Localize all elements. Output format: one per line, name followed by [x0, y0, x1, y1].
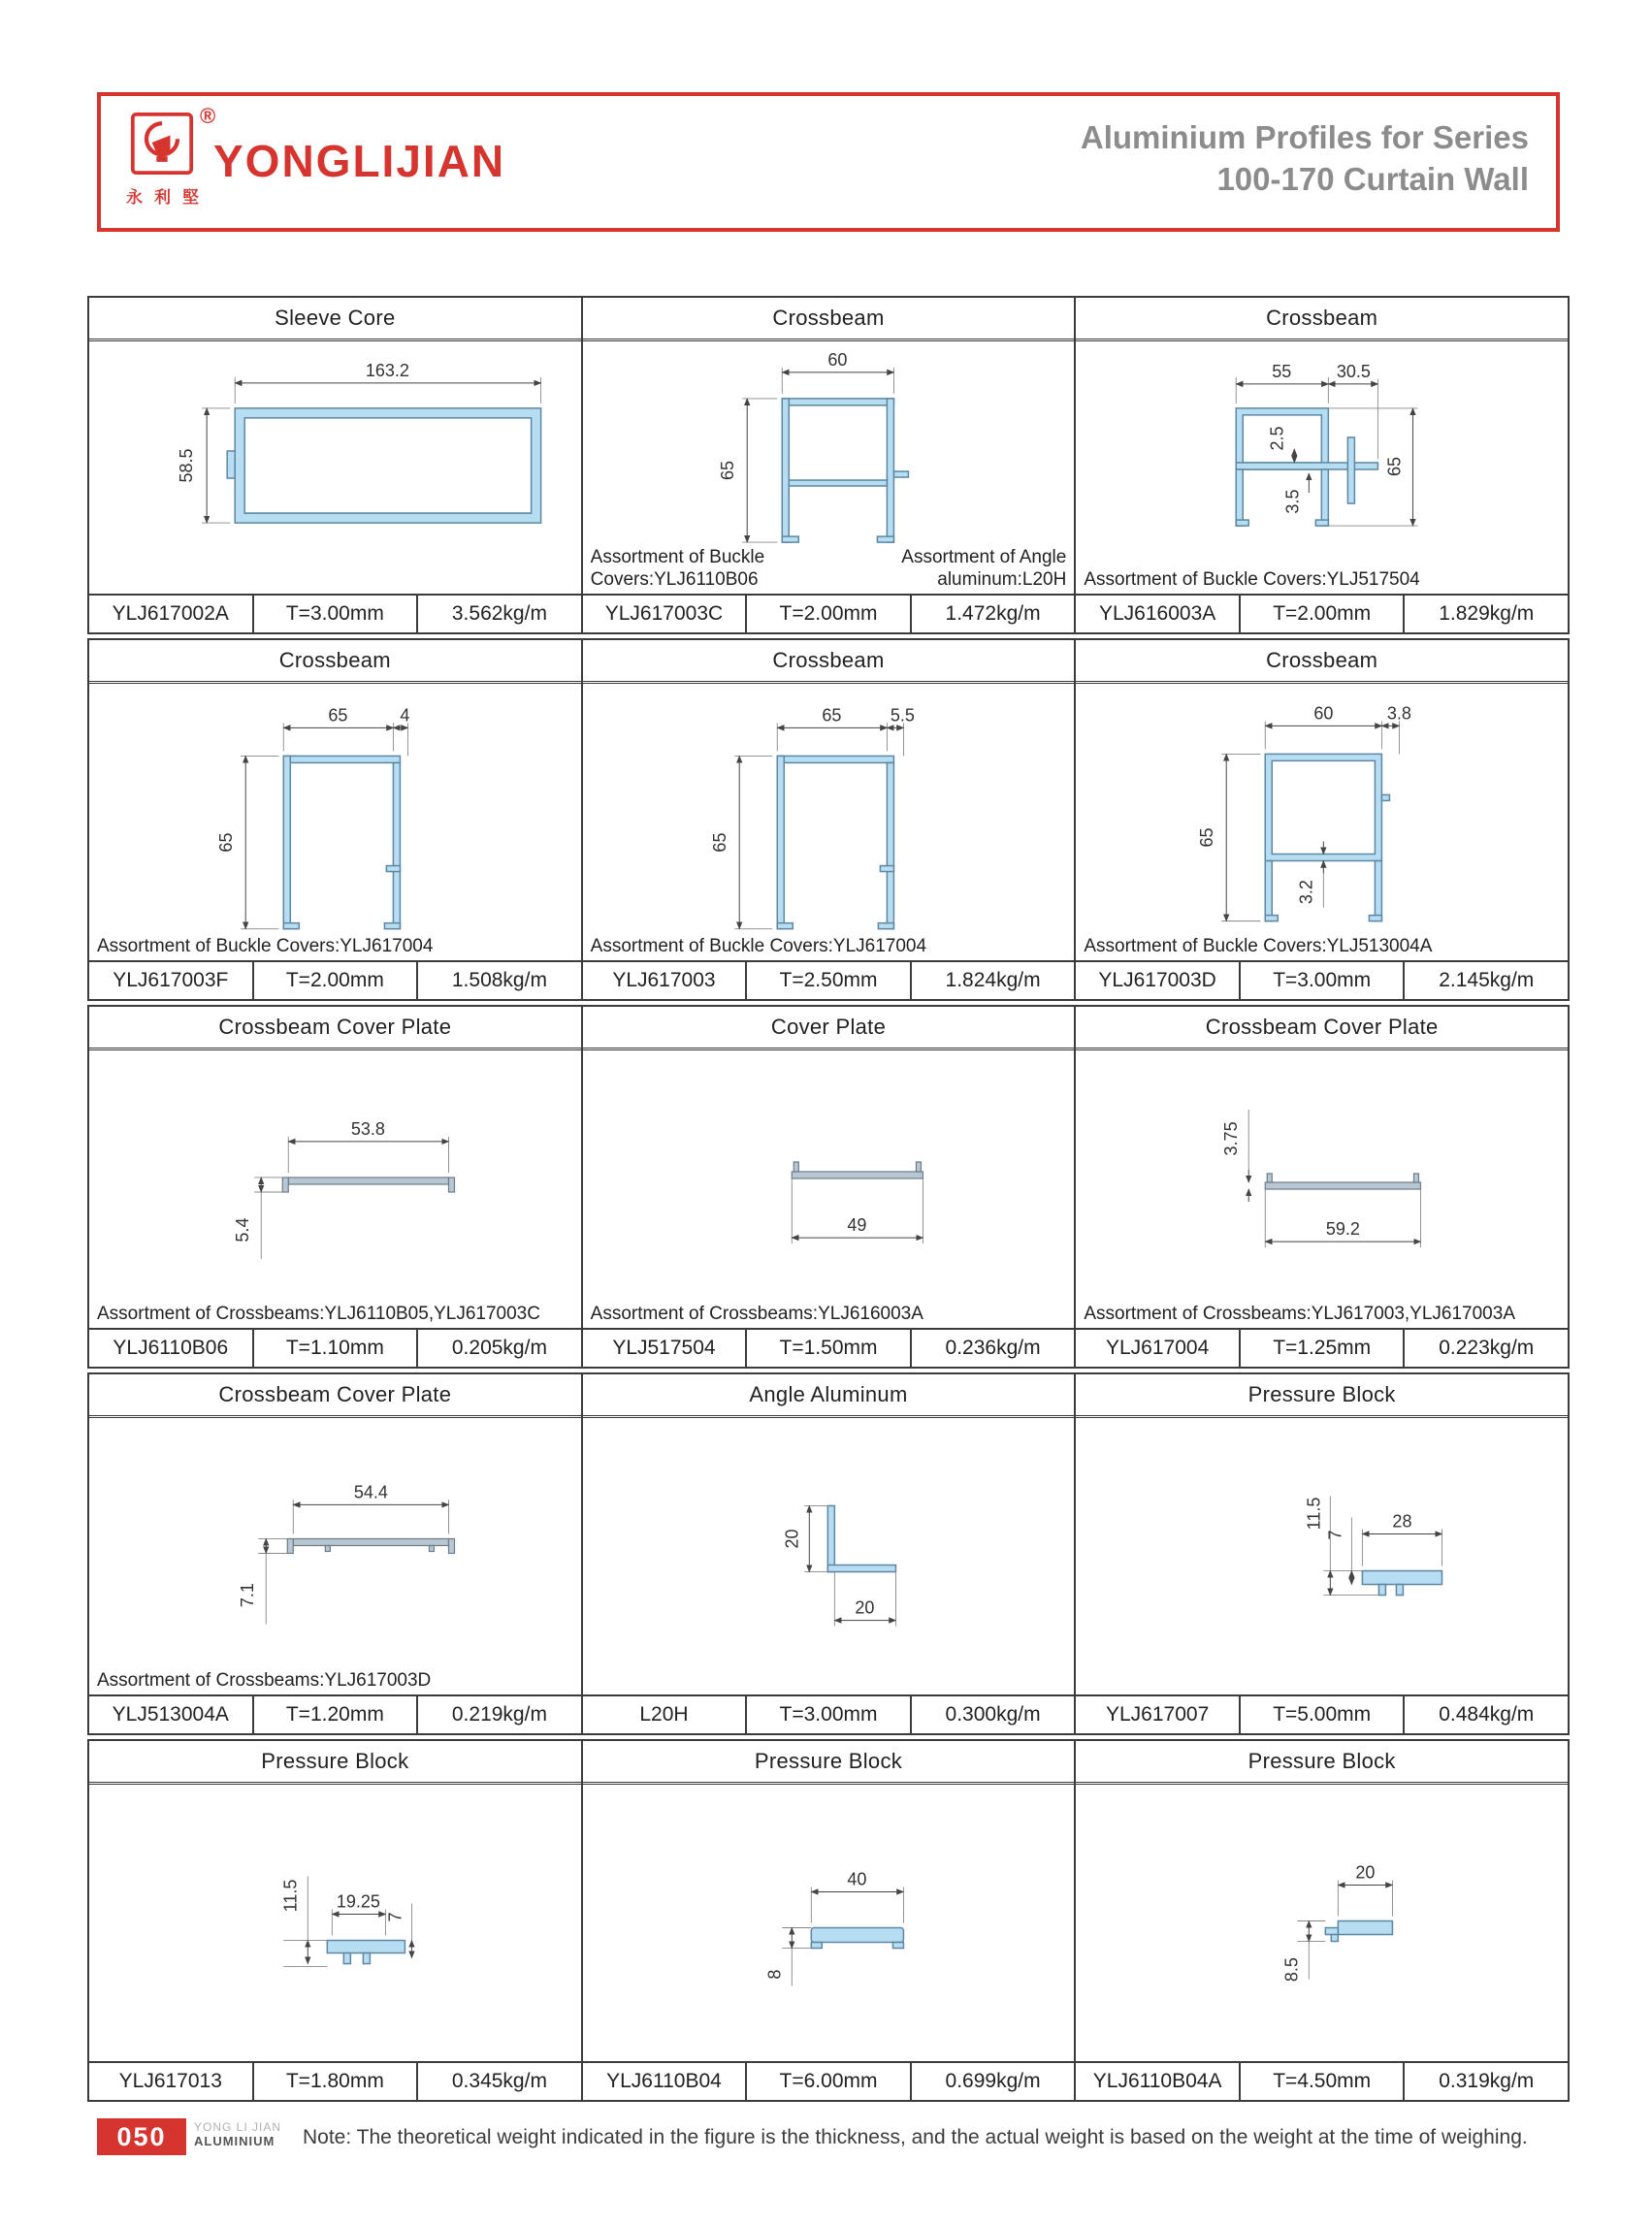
dimension-label: 20: [1355, 1862, 1376, 1883]
profile-drawing: [89, 1785, 581, 2061]
dimension-label: 65: [216, 832, 237, 853]
profile-cell-crossbeam: [581, 640, 1075, 999]
model-code: YLJ616003A: [1098, 602, 1216, 625]
assortment-note: Assortment of Crossbeams:YLJ616003A: [590, 1303, 923, 1324]
dimension-label: 65: [1197, 827, 1217, 848]
footer-note: Note: The theoretical weight indicated in the figure is the thickness, and the actual weight is based on the weight at the time of weighing.: [303, 2126, 1528, 2148]
weight-value: 0.205kg/m: [416, 1330, 581, 1367]
profile-shape: [287, 1538, 454, 1553]
brand-chinese: 永利堅: [126, 188, 211, 207]
profile-drawing-area: [89, 684, 581, 960]
dimension-label: 65: [709, 832, 729, 853]
profile-title: Crossbeam Cover Plate: [1076, 1007, 1568, 1050]
model-code: YLJ617004: [1105, 1337, 1210, 1359]
dimension-lines: [734, 723, 903, 928]
dimension-label: 65: [717, 460, 737, 481]
profile-shape: [327, 1941, 405, 1964]
footer-brand: [194, 2121, 281, 2149]
profile-drawing-area: [89, 1785, 581, 2061]
model-code: YLJ6110B06: [113, 1337, 229, 1359]
profile-drawing: [583, 684, 1075, 960]
profile-shape: [1266, 754, 1390, 920]
weight-value: 1.829kg/m: [1403, 596, 1568, 632]
dimension-label: 19.25: [336, 1891, 380, 1912]
profile-drawing-area: [583, 1785, 1075, 2061]
profile-cell-pressure-block: [1074, 1374, 1568, 1733]
profile-info-row: [583, 594, 1075, 632]
profile-title: Crossbeam: [583, 640, 1075, 684]
footer-brand-line2: ALUMINIUM: [194, 2133, 275, 2148]
dimension-label: 8: [763, 1969, 784, 1980]
profile-drawing-area: [583, 1418, 1075, 1694]
dimension-label: 3.8: [1387, 703, 1412, 724]
assortment-note: Assortment of Buckle Covers:YLJ513004A: [1084, 935, 1433, 956]
profile-cell-cover-plate: [581, 1007, 1075, 1367]
profile-cell-crossbeam: [1074, 640, 1568, 999]
dimension-lines: [742, 368, 893, 542]
profile-shape: [782, 399, 908, 542]
model-code: L20H: [639, 1703, 689, 1726]
profile-info-row: [583, 1328, 1075, 1367]
dimension-label: 59.2: [1326, 1219, 1361, 1240]
weight-value: 0.699kg/m: [910, 2063, 1075, 2100]
dimension-lines: [258, 1500, 448, 1624]
profile-title: Crossbeam: [89, 640, 581, 684]
brand-wordmark: YONGLIJIAN: [213, 136, 506, 186]
dimension-label: 49: [847, 1215, 867, 1236]
assortment-note: Assortment of Buckle Covers:YLJ617004: [590, 935, 927, 956]
profile-title: Angle Aluminum: [583, 1374, 1075, 1418]
profile-cell-cover-plate: [89, 1007, 581, 1367]
weight-value: 0.345kg/m: [416, 2063, 581, 2100]
weight-value: 0.319kg/m: [1403, 2063, 1568, 2100]
weight-value: 0.219kg/m: [416, 1696, 581, 1733]
weight-value: 1.824kg/m: [910, 962, 1075, 999]
dimension-label: 53.8: [350, 1118, 385, 1139]
profile-drawing: [1076, 1418, 1568, 1694]
profile-drawing-area: [89, 1418, 581, 1694]
thickness-value: T=3.00mm: [252, 596, 417, 632]
dimension-label: 60: [826, 349, 848, 370]
profile-info-row: [583, 960, 1075, 999]
profile-title: Pressure Block: [1076, 1374, 1568, 1418]
model-code: YLJ617013: [118, 2070, 222, 2092]
weight-value: 2.145kg/m: [1403, 962, 1568, 999]
profile-cell-sleeve-core: [89, 298, 581, 632]
profile-drawing: [89, 1050, 581, 1328]
dimension-label: 65: [328, 705, 348, 726]
weight-value: 0.300kg/m: [910, 1696, 1075, 1733]
profile-shape: [227, 408, 540, 523]
profile-title: Pressure Block: [1076, 1741, 1568, 1785]
dimension-label: 60: [1313, 703, 1334, 724]
dimension-lines: [241, 723, 407, 928]
header: [97, 92, 1560, 232]
model-code: YLJ617003D: [1098, 969, 1216, 991]
thickness-value: T=1.20mm: [252, 1696, 417, 1733]
profile-drawing-area: [1076, 684, 1568, 960]
profile-drawing-area: [89, 1050, 581, 1328]
dimension-lines: [202, 377, 540, 523]
profile-info-row: [583, 1694, 1075, 1733]
profile-info-row: [89, 960, 581, 999]
profile-shape: [1363, 1571, 1442, 1596]
profile-drawing-area: [583, 341, 1075, 594]
model-code: YLJ6110B04A: [1092, 2070, 1222, 2092]
dimension-label: 55: [1272, 361, 1292, 381]
thickness-value: T=1.25mm: [1239, 1330, 1404, 1367]
dimension-label: 65: [821, 705, 842, 726]
profile-title: Crossbeam: [583, 298, 1075, 341]
thickness-value: T=1.10mm: [252, 1330, 417, 1367]
profile-drawing: [1076, 341, 1568, 594]
profile-cell-pressure-block: [89, 1741, 581, 2100]
thickness-value: T=1.80mm: [252, 2063, 417, 2100]
profile-drawing-area: [583, 1050, 1075, 1328]
profile-shape: [777, 756, 893, 928]
profile-row-1: [87, 296, 1570, 634]
dimension-label: 58.5: [177, 448, 197, 483]
profile-info-row: [1076, 1694, 1568, 1733]
profile-cell-pressure-block: [581, 1741, 1075, 2100]
dimension-label: 30.5: [1337, 361, 1372, 381]
profile-info-row: [1076, 594, 1568, 632]
profile-row-3: [87, 1005, 1570, 1369]
weight-value: 1.472kg/m: [910, 596, 1075, 632]
page-title-line2: 100-170 Curtain Wall: [1216, 160, 1529, 197]
dimension-label: 28: [1392, 1511, 1412, 1532]
assortment-note: Assortment of Buckle Covers:YLJ617004: [97, 935, 434, 956]
model-code: YLJ617002A: [112, 602, 229, 625]
profile-drawing-area: [1076, 1785, 1568, 2061]
model-code: YLJ617003: [612, 969, 716, 991]
dimension-label: 54.4: [353, 1482, 388, 1502]
profile-cell-crossbeam: [581, 298, 1075, 632]
page-title-line1: Aluminium Profiles for Series: [1080, 119, 1529, 155]
profile-drawing: [89, 684, 581, 960]
brand-logo-icon: [130, 112, 194, 176]
profile-info-row: [89, 594, 581, 632]
profile-title: Crossbeam: [1076, 640, 1568, 684]
dimension-label: 5.4: [233, 1217, 253, 1242]
model-code: YLJ517504: [612, 1337, 716, 1359]
thickness-value: T=2.50mm: [745, 962, 910, 999]
profile-drawing-area: [1076, 1050, 1568, 1328]
dimension-label: 4: [400, 705, 410, 726]
profile-title: Pressure Block: [89, 1741, 581, 1785]
registered-mark: ®: [200, 104, 216, 128]
thickness-value: T=2.00mm: [745, 596, 910, 632]
profile-drawing: [583, 1418, 1075, 1694]
profile-title: Pressure Block: [583, 1741, 1075, 1785]
profile-row-2: [87, 638, 1570, 1001]
profile-shape: [811, 1928, 903, 1949]
dimension-label: 3.5: [1282, 489, 1303, 514]
weight-value: 1.508kg/m: [416, 962, 581, 999]
profile-shape: [283, 756, 400, 928]
dimension-label: 7.1: [238, 1583, 258, 1608]
dimension-label: 3.75: [1221, 1121, 1242, 1156]
profile-drawing-area: [89, 341, 581, 594]
assortment-note: [591, 546, 1067, 591]
model-code: YLJ513004A: [112, 1703, 229, 1726]
profile-shape: [1266, 1174, 1421, 1189]
dimension-label: 2.5: [1267, 426, 1287, 451]
dimension-label: 11.5: [280, 1879, 301, 1913]
dimension-label: 3.2: [1296, 880, 1316, 905]
assortment-note: Assortment of Crossbeams:YLJ6110B05,YLJ617003C: [97, 1303, 540, 1324]
model-code: YLJ617003C: [604, 602, 724, 625]
profile-drawing-area: [583, 684, 1075, 960]
assortment-note-right: Assortment of Angle aluminum:L20H: [901, 546, 1067, 590]
footer-brand-line1: YONG LI JIAN: [194, 2120, 282, 2134]
dimension-label: 20: [855, 1597, 875, 1618]
profile-title: Crossbeam Cover Plate: [89, 1007, 581, 1050]
profile-cell-cover-plate: [89, 1374, 581, 1733]
profile-shape: [827, 1505, 895, 1571]
profile-info-row: [89, 1694, 581, 1733]
assortment-note: Assortment of Crossbeams:YLJ617003,YLJ617003A: [1084, 1303, 1515, 1324]
profile-info-row: [89, 1328, 581, 1367]
assortment-note: Assortment of Buckle Covers:YLJ517504: [1084, 568, 1420, 590]
profile-drawing: [89, 1418, 581, 1694]
profile-cell-crossbeam: [1074, 298, 1568, 632]
profile-row-4: [87, 1372, 1570, 1735]
thickness-value: T=3.00mm: [745, 1696, 910, 1733]
profile-cell-pressure-block: [1074, 1741, 1568, 2100]
dimension-label: 8.5: [1281, 1957, 1302, 1983]
profile-title: Sleeve Core: [89, 298, 581, 341]
profile-shape: [792, 1162, 923, 1178]
page-number-badge: 050: [97, 2118, 186, 2155]
profile-title: Crossbeam: [1076, 298, 1568, 341]
profile-cell-cover-plate: [1074, 1007, 1568, 1367]
assortment-note: Assortment of Crossbeams:YLJ617003D: [97, 1669, 432, 1691]
profile-cell-crossbeam: [89, 640, 581, 999]
profile-drawing: [89, 341, 581, 594]
dimension-label: 20: [781, 1529, 801, 1549]
profile-shape: [1326, 1920, 1393, 1941]
profile-drawing-area: [1076, 1418, 1568, 1694]
weight-value: 0.484kg/m: [1403, 1696, 1568, 1733]
profile-drawing: [583, 1785, 1075, 2061]
profile-info-row: [1076, 2061, 1568, 2100]
profile-info-row: [89, 2061, 581, 2100]
dimension-label: 7: [1325, 1530, 1345, 1540]
profile-drawing: [1076, 1050, 1568, 1328]
weight-value: 3.562kg/m: [416, 596, 581, 632]
profile-row-5: [87, 1739, 1570, 2102]
thickness-value: T=5.00mm: [1239, 1696, 1404, 1733]
dimension-lines: [254, 1137, 448, 1259]
dimension-label: 65: [1384, 456, 1405, 477]
model-code: YLJ617007: [1105, 1703, 1210, 1726]
profile-drawing-area: [1076, 341, 1568, 594]
profile-title: Crossbeam Cover Plate: [89, 1374, 581, 1418]
dimension-label: 7: [385, 1912, 405, 1922]
dimension-label: 5.5: [890, 705, 915, 726]
dimension-label: 40: [847, 1869, 867, 1889]
profile-title: Cover Plate: [583, 1007, 1075, 1050]
thickness-value: T=4.50mm: [1239, 2063, 1404, 2100]
model-code: YLJ617003F: [113, 969, 229, 991]
weight-value: 0.223kg/m: [1403, 1330, 1568, 1367]
profile-shape: [282, 1178, 454, 1192]
thickness-value: T=6.00mm: [745, 2063, 910, 2100]
profile-info-row: [1076, 960, 1568, 999]
model-code: YLJ6110B04: [606, 2070, 722, 2092]
profile-shape: [1237, 408, 1378, 526]
thickness-value: T=1.50mm: [745, 1330, 910, 1367]
dimension-label: 11.5: [1304, 1497, 1324, 1531]
assortment-note-left: Assortment of Buckle Covers:YLJ6110B06: [590, 546, 765, 590]
thickness-value: T=2.00mm: [1239, 596, 1404, 632]
page-title: [1081, 117, 1529, 201]
profile-info-row: [1076, 1328, 1568, 1367]
profile-info-row: [583, 2061, 1075, 2100]
profile-drawing: [583, 1050, 1075, 1328]
profile-cell-angle-aluminum: [581, 1374, 1075, 1733]
dimension-label: 163.2: [365, 360, 409, 380]
profile-drawing: [1076, 1785, 1568, 2061]
weight-value: 0.236kg/m: [910, 1330, 1075, 1367]
thickness-value: T=3.00mm: [1239, 962, 1404, 999]
thickness-value: T=2.00mm: [252, 962, 417, 999]
profile-drawing: [1076, 684, 1568, 960]
